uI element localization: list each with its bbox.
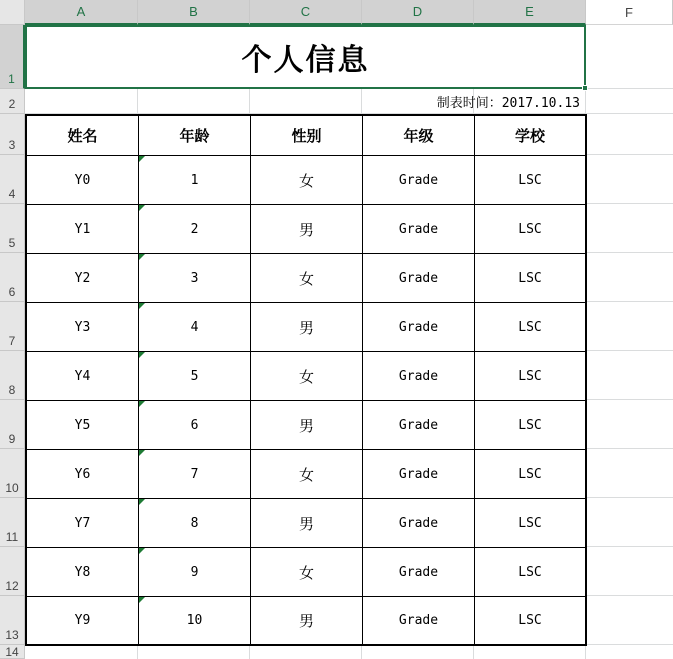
table-cell[interactable]: Y8 — [27, 548, 139, 597]
table-cell[interactable] — [139, 303, 251, 352]
cell-value: 2 — [190, 221, 199, 237]
table-cell[interactable] — [139, 352, 251, 401]
date-label-cell[interactable] — [250, 89, 582, 114]
table-cell[interactable]: 男 — [251, 401, 363, 450]
table-cell[interactable]: LSC — [475, 254, 585, 303]
cell-value: 4 — [190, 319, 199, 335]
row-header-14[interactable]: 14 — [0, 645, 25, 659]
table-cell[interactable] — [139, 597, 251, 644]
row-header-11[interactable]: 11 — [0, 498, 25, 547]
table-cell[interactable]: 男 — [251, 597, 363, 644]
table-cell[interactable]: LSC — [475, 205, 585, 254]
row-header-7[interactable]: 7 — [0, 302, 25, 351]
table-cell[interactable]: Y3 — [27, 303, 139, 352]
table-cell[interactable]: Grade — [363, 352, 475, 401]
table-cell[interactable]: 男 — [251, 499, 363, 548]
table-cell[interactable]: LSC — [475, 352, 585, 401]
table-cell[interactable] — [139, 156, 251, 205]
number-as-text-indicator — [139, 352, 145, 358]
header-age[interactable]: 年龄 — [139, 116, 251, 156]
table-cell[interactable]: 男 — [251, 205, 363, 254]
row-header-4[interactable]: 4 — [0, 155, 25, 204]
date-label: 制表时间：2017.10.13 — [436, 96, 580, 111]
row-header-13[interactable]: 13 — [0, 596, 25, 645]
table-cell[interactable]: LSC — [475, 597, 585, 644]
number-as-text-indicator — [139, 156, 145, 162]
select-all-corner[interactable] — [0, 0, 25, 25]
cell-value: 8 — [190, 515, 199, 531]
number-as-text-indicator — [139, 401, 145, 407]
table-cell[interactable]: 女 — [251, 352, 363, 401]
header-grade[interactable]: 年级 — [363, 116, 475, 156]
number-as-text-indicator — [139, 499, 145, 505]
table-cell[interactable]: Grade — [363, 450, 475, 499]
number-as-text-indicator — [139, 205, 145, 211]
table-cell[interactable]: Grade — [363, 597, 475, 644]
table-cell[interactable]: LSC — [475, 303, 585, 352]
number-as-text-indicator — [139, 254, 145, 260]
table-cell[interactable] — [139, 205, 251, 254]
table-cell[interactable] — [139, 499, 251, 548]
table-cell[interactable]: Y1 — [27, 205, 139, 254]
table-cell[interactable]: Grade — [363, 254, 475, 303]
table-cell[interactable]: 女 — [251, 548, 363, 597]
table-cell[interactable] — [139, 548, 251, 597]
header-school[interactable]: 学校 — [475, 116, 585, 156]
header-name[interactable]: 姓名 — [27, 116, 139, 156]
table-cell[interactable]: LSC — [475, 156, 585, 205]
header-gender[interactable]: 性别 — [251, 116, 363, 156]
table-cell[interactable]: LSC — [475, 548, 585, 597]
table-cell[interactable]: Y7 — [27, 499, 139, 548]
table-cell[interactable]: 女 — [251, 254, 363, 303]
sheet-title: 个人信息 — [241, 43, 370, 78]
table-cell[interactable]: Y4 — [27, 352, 139, 401]
table-cell[interactable]: LSC — [475, 401, 585, 450]
table-cell[interactable]: Y9 — [27, 597, 139, 644]
column-header-c[interactable]: C — [250, 0, 362, 25]
table-cell[interactable]: LSC — [475, 450, 585, 499]
number-as-text-indicator — [139, 303, 145, 309]
row-header-1[interactable]: 1 — [0, 25, 25, 89]
table-cell[interactable] — [139, 401, 251, 450]
number-as-text-indicator — [139, 450, 145, 456]
table-cell[interactable]: 女 — [251, 450, 363, 499]
table-cell[interactable]: 男 — [251, 303, 363, 352]
column-header-b[interactable]: B — [138, 0, 250, 25]
fill-handle[interactable] — [582, 85, 588, 91]
table-cell[interactable]: Y5 — [27, 401, 139, 450]
table-cell[interactable] — [139, 450, 251, 499]
row-header-6[interactable]: 6 — [0, 253, 25, 302]
cell-value: 7 — [190, 466, 199, 482]
table-cell[interactable]: Grade — [363, 499, 475, 548]
row-header-2[interactable]: 2 — [0, 89, 25, 114]
title-cell[interactable] — [25, 25, 586, 89]
table-cell[interactable]: LSC — [475, 499, 585, 548]
info-table — [25, 114, 587, 646]
cell-value: 5 — [190, 368, 199, 384]
row-header-8[interactable]: 8 — [0, 351, 25, 400]
table-cell[interactable]: Grade — [363, 401, 475, 450]
table-cell[interactable]: Y6 — [27, 450, 139, 499]
column-header-e[interactable]: E — [474, 0, 586, 25]
column-header-a[interactable]: A — [25, 0, 138, 25]
column-header-d[interactable]: D — [362, 0, 474, 25]
number-as-text-indicator — [139, 597, 145, 603]
table-cell[interactable]: Y2 — [27, 254, 139, 303]
cell-value: 1 — [190, 172, 199, 188]
cell-value: 9 — [190, 564, 199, 580]
row-header-12[interactable]: 12 — [0, 547, 25, 596]
table-cell[interactable]: Y0 — [27, 156, 139, 205]
cell-value: 10 — [186, 613, 203, 628]
table-cell[interactable]: 女 — [251, 156, 363, 205]
table-cell[interactable]: Grade — [363, 156, 475, 205]
cell-value: 6 — [190, 417, 199, 433]
row-header-10[interactable]: 10 — [0, 449, 25, 498]
row-header-3[interactable]: 3 — [0, 114, 25, 155]
row-header-9[interactable]: 9 — [0, 400, 25, 449]
table-cell[interactable] — [139, 254, 251, 303]
column-header-f[interactable]: F — [586, 0, 673, 25]
cell-value: 3 — [190, 270, 199, 286]
table-cell[interactable]: Grade — [363, 548, 475, 597]
number-as-text-indicator — [139, 548, 145, 554]
row-header-5[interactable]: 5 — [0, 204, 25, 253]
table-cell[interactable]: Grade — [363, 205, 475, 254]
table-cell[interactable]: Grade — [363, 303, 475, 352]
